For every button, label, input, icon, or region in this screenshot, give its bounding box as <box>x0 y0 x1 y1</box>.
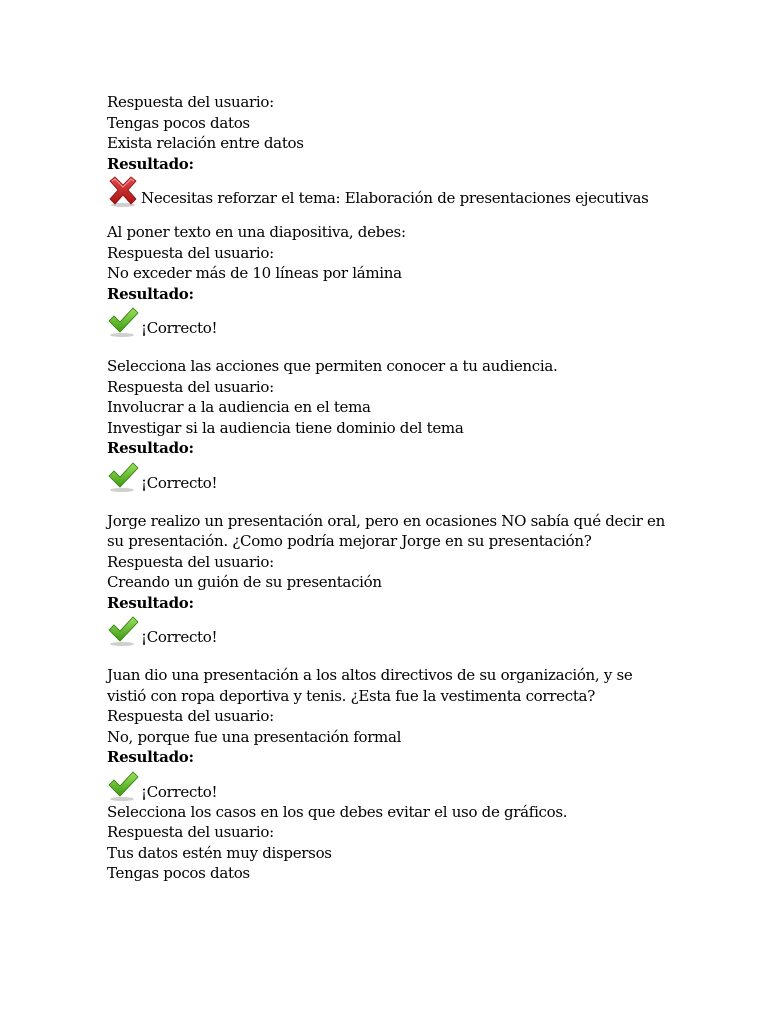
result-message: ¡Correcto! <box>141 319 218 337</box>
checkmark-icon <box>107 615 139 647</box>
user-answer: Tus datos estén muy dispersos <box>107 843 332 862</box>
question-block <box>107 802 707 884</box>
result-message: Necesitas reforzar el tema: Elaboración de presentaciones ejecutivas <box>141 189 649 207</box>
result-message: ¡Correcto! <box>141 628 218 646</box>
result-label: Resultado: <box>107 593 194 612</box>
user-answer: No, porque fue una presentación formal <box>107 727 402 746</box>
user-response-label: Respuesta del usuario: <box>107 377 274 396</box>
quiz-results-document <box>107 92 707 884</box>
result-label: Resultado: <box>107 154 194 173</box>
question-block <box>107 356 707 493</box>
user-response-label: Respuesta del usuario: <box>107 707 274 725</box>
question-text: vistió con ropa deportiva y tenis. ¿Esta fue la vestimenta correcta? <box>107 686 595 705</box>
question-block <box>107 665 707 802</box>
user-answer: Creando un guión de su presentación <box>107 573 382 591</box>
result-row <box>107 768 707 802</box>
question-text: Jorge realizo un presentación oral, pero en ocasiones NO sabía qué decir en <box>107 511 665 530</box>
question-text: su presentación. ¿Como podría mejorar Jorge en su presentación? <box>107 532 592 550</box>
question-block <box>107 92 707 208</box>
user-response-label: Respuesta del usuario: <box>107 93 274 111</box>
result-row <box>107 174 707 208</box>
user-response-label: Respuesta del usuario: <box>107 552 274 571</box>
question-block <box>107 511 707 648</box>
question-text: Juan dio una presentación a los altos directivos de su organización, y se <box>107 666 633 684</box>
result-label: Resultado: <box>107 284 194 303</box>
question-text: Selecciona las acciones que permiten conocer a tu audiencia. <box>107 357 558 375</box>
result-message: ¡Correcto! <box>141 782 218 801</box>
checkmark-icon <box>107 306 139 338</box>
result-message: ¡Correcto! <box>141 473 218 492</box>
user-response-label: Respuesta del usuario: <box>107 823 274 841</box>
user-answer: Exista relación entre datos <box>107 134 304 152</box>
result-row <box>107 459 707 493</box>
result-label: Resultado: <box>107 439 194 457</box>
result-label: Resultado: <box>107 748 194 766</box>
user-answer: Involucrar a la audiencia en el tema <box>107 398 371 416</box>
user-answer: No exceder más de 10 líneas por lámina <box>107 264 402 282</box>
user-response-label: Respuesta del usuario: <box>107 243 274 262</box>
question-text: Al poner texto en una diapositiva, debes: <box>107 223 406 241</box>
user-answer: Tengas pocos datos <box>107 113 250 132</box>
question-text: Selecciona los casos en los que debes evitar el uso de gráficos. <box>107 802 568 821</box>
question-block <box>107 222 707 338</box>
checkmark-icon <box>107 770 139 802</box>
result-row <box>107 613 707 647</box>
user-answer: Tengas pocos datos <box>107 864 250 882</box>
checkmark-icon <box>107 461 139 493</box>
x-icon <box>107 176 139 208</box>
result-row <box>107 304 707 338</box>
user-answer: Investigar si la audiencia tiene dominio del tema <box>107 418 464 437</box>
